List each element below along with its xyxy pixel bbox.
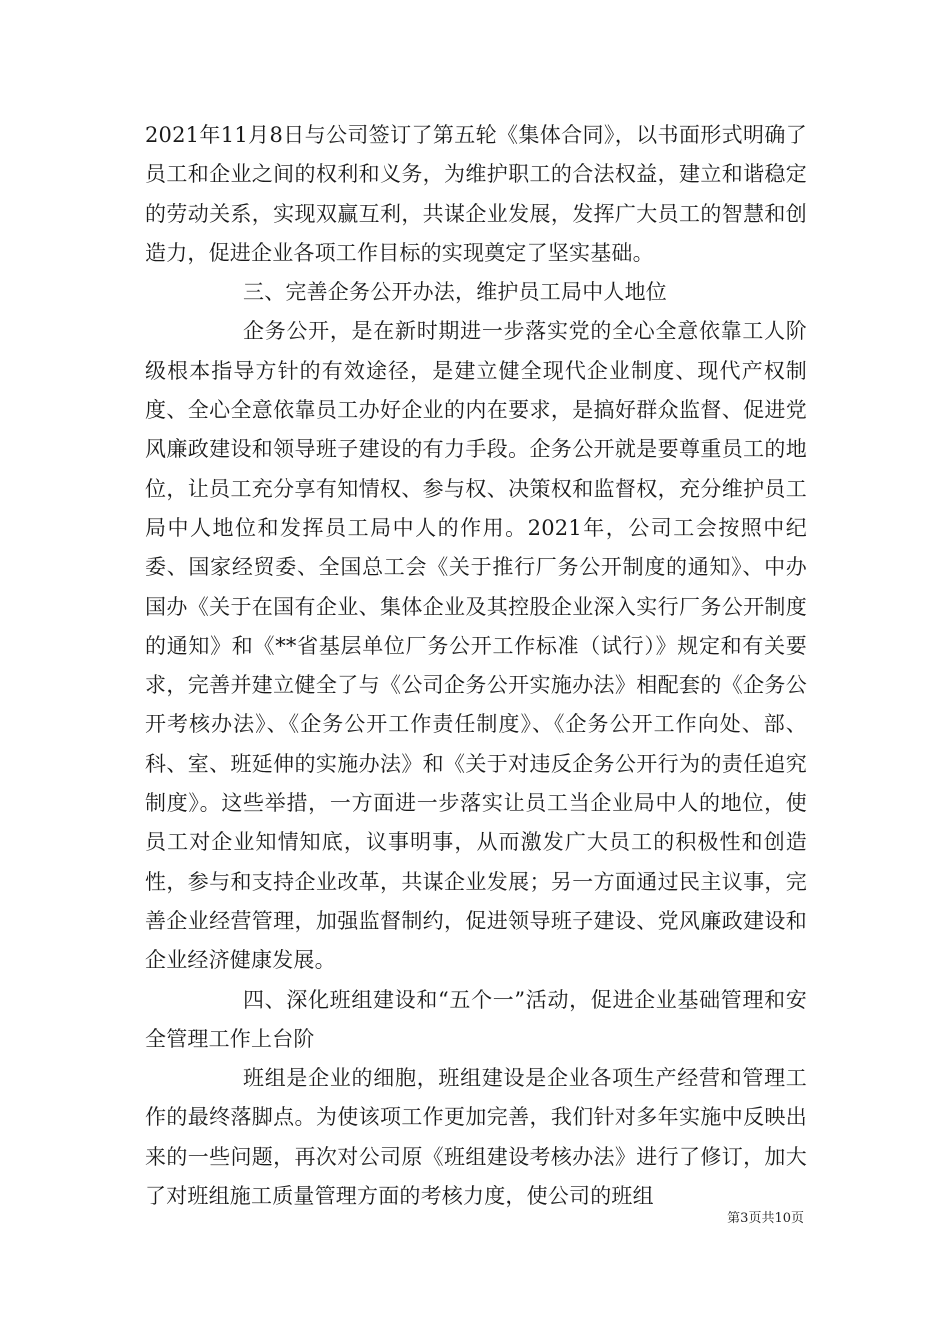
paragraph-contract-continuation: 2021年11月8日与公司签订了第五轮《集体合同》，以书面形式明确了员工和企业之间的权利和义务，为维护职工的合法权益，建立和谐稳定的劳动关系，实现双赢互利，共谋企业发展，发挥广大员工的智慧和创造力，促进企业各项工作目标的实现奠定了坚实基础。 xyxy=(145,123,807,265)
paragraph-team-building: 班组是企业的细胞，班组建设是企业各项生产经营和管理工作的最终落脚点。为使该项工作更加完善，我们针对多年实施中反映出来的一些问题，再次对公司原《班组建设考核办法》进行了修订，加大了对班组施工质量管理方面的考核力度，使公司的班组 xyxy=(145,1066,807,1209)
section-heading-4: 四、深化班组建设和“五个一”活动，促进企业基础管理和安全管理工作上台阶 xyxy=(145,987,807,1051)
section-heading-3: 三、完善企务公开办法，维护员工局中人地位 xyxy=(243,280,667,305)
document-body xyxy=(145,116,807,1216)
paragraph-disclosure: 企务公开，是在新时期进一步落实党的全心全意依靠工人阶级根本指导方针的有效途径，是建立健全现代企业制度、现代产权制度、全心全意依靠员工办好企业的内在要求，是搞好群众监督、促进党风廉政建设和领导班子建设的有力手段。企务公开就是要尊重员工的地位，让员工充分享有知情权、参与权、决策权和监督权，充分维护员工局中人地位和发挥员工局中人的作用。2021年，公司工会按照中纪委、国家经贸委、全国总工会《关于推行厂务公开制度的通知》、中办国办《关于在国有企业、集体企业及其控股企业深入实行厂务公开制度的通知》和《**省基层单位厂务公开工作标准（试行）》规定和有关要求，完善并建立健全了与《公司企务公开实施办法》相配套的《企务公开考核办法》、《企务公开工作责任制度》、《企务公开工作向处、部、科、室、班延伸的实施办法》和《关于对违反企务公开行为的责任追究制度》。这些举措，一方面进一步落实让员工当企业局中人的地位，使员工对企业知情知底，议事明事，从而激发广大员工的积极性和创造性，参与和支持企业改革，共谋企业发展；另一方面通过民主议事，完善企业经营管理，加强监督制约，促进领导班子建设、党风廉政建设和企业经济健康发展。 xyxy=(145,319,807,973)
page-number-footer: 第3页共10页 xyxy=(727,1211,804,1226)
